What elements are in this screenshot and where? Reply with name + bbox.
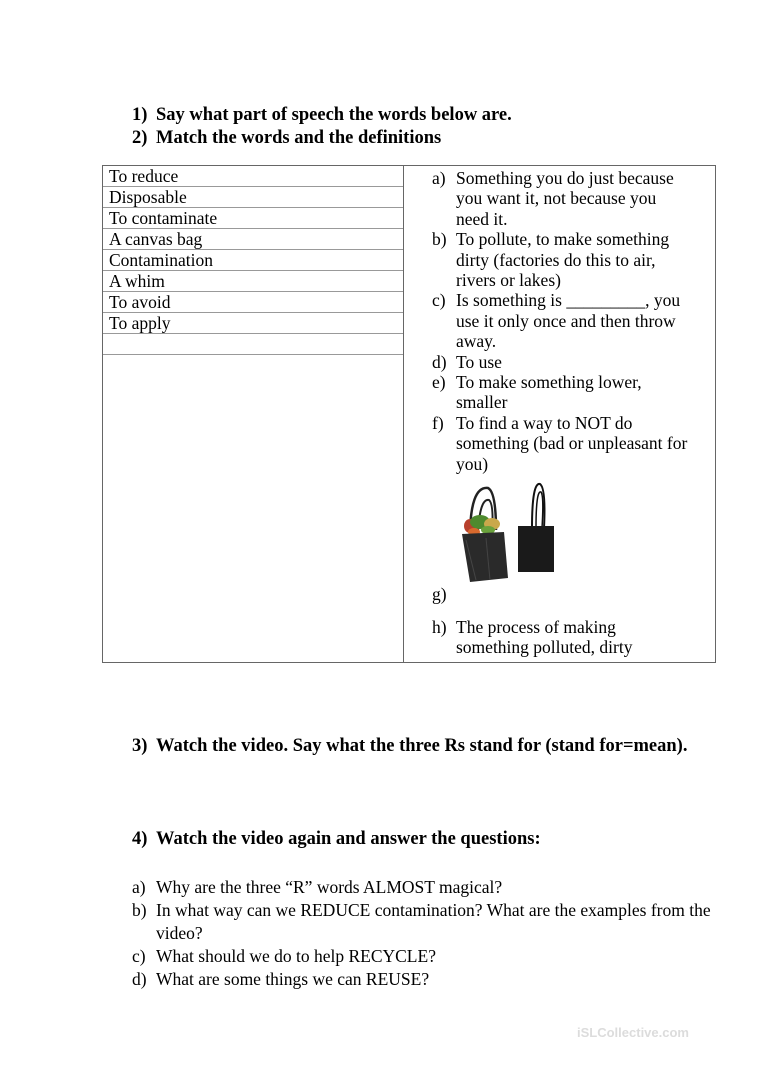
- definition-list: [432, 168, 692, 657]
- question-letter: c): [132, 946, 146, 966]
- definition-letter: c): [432, 290, 446, 311]
- word-cell: Disposable: [103, 187, 403, 208]
- definition-letter: b): [432, 229, 447, 250]
- definition-letter: d): [432, 351, 447, 372]
- instruction-number: 4): [132, 829, 148, 849]
- definition-letter: h): [432, 616, 447, 637]
- instruction-4: [132, 828, 541, 851]
- definition-letter: g): [432, 584, 447, 605]
- canvas-bags-image: [456, 480, 692, 584]
- definition-item: [432, 290, 692, 351]
- definition-letter: f): [432, 412, 444, 433]
- definition-item: [432, 352, 692, 372]
- words-column: [103, 166, 404, 662]
- definition-item: [432, 229, 692, 290]
- instruction-text: Match the words and the definitions: [156, 128, 442, 148]
- definition-text: Something you do just because you want it, not because you need it.: [456, 168, 674, 229]
- definition-text: To use: [456, 351, 502, 372]
- instruction-1: [132, 104, 512, 127]
- question-text: What are some things we can REUSE?: [156, 969, 430, 989]
- word-cell: To reduce: [103, 166, 403, 187]
- definition-text: To find a way to NOT do something (bad or unpleasant for you): [456, 412, 688, 474]
- question-letter: a): [132, 877, 146, 897]
- canvas-bags-icon: [456, 480, 556, 584]
- definition-item-image: [432, 480, 692, 604]
- question-text: In what way can we REDUCE contamination? What are the examples from the video?: [156, 900, 711, 943]
- question-text: What should we do to help RECYCLE?: [156, 946, 436, 966]
- instruction-number: 2): [132, 128, 148, 148]
- definitions-column: [404, 166, 715, 662]
- word-cell: A whim: [103, 271, 403, 292]
- question-item: [132, 945, 722, 968]
- definition-letter: e): [432, 372, 446, 393]
- word-cell: To contaminate: [103, 208, 403, 229]
- instruction-text: Say what part of speech the words below are.: [156, 105, 512, 125]
- definition-item: [432, 168, 692, 229]
- question-item: [132, 876, 722, 899]
- definition-text: To make something lower, smaller: [456, 372, 642, 413]
- question-item: [132, 899, 722, 945]
- question-text: Why are the three “R” words ALMOST magical?: [156, 877, 503, 897]
- definition-item: [432, 413, 692, 474]
- definition-letter: a): [432, 168, 446, 188]
- definition-text: The process of making something polluted, dirty: [456, 616, 633, 657]
- instruction-number: 3): [132, 736, 148, 756]
- question-item: [132, 968, 722, 991]
- definition-text: Is something is _________, you use it only once and then throw away.: [456, 290, 681, 352]
- watermark: iSLCollective.com: [577, 1025, 689, 1040]
- question-list: [132, 876, 722, 991]
- question-letter: b): [132, 900, 147, 920]
- instruction-3: [132, 735, 692, 758]
- word-cell: Contamination: [103, 250, 403, 271]
- definition-item: [432, 617, 692, 658]
- word-cell: To apply: [103, 313, 403, 334]
- word-cell: To avoid: [103, 292, 403, 313]
- instruction-2: [132, 127, 441, 150]
- matching-table: [102, 165, 716, 663]
- instruction-text: Watch the video again and answer the questions:: [156, 829, 541, 849]
- instruction-number: 1): [132, 105, 148, 125]
- word-cell-empty: [103, 334, 403, 355]
- definition-text: To pollute, to make something dirty (factories do this to air, rivers or lakes): [456, 229, 670, 291]
- word-cell: A canvas bag: [103, 229, 403, 250]
- question-letter: d): [132, 969, 147, 989]
- instruction-text: Watch the video. Say what the three Rs stand for (stand for=mean).: [156, 736, 688, 756]
- definition-item: [432, 372, 692, 413]
